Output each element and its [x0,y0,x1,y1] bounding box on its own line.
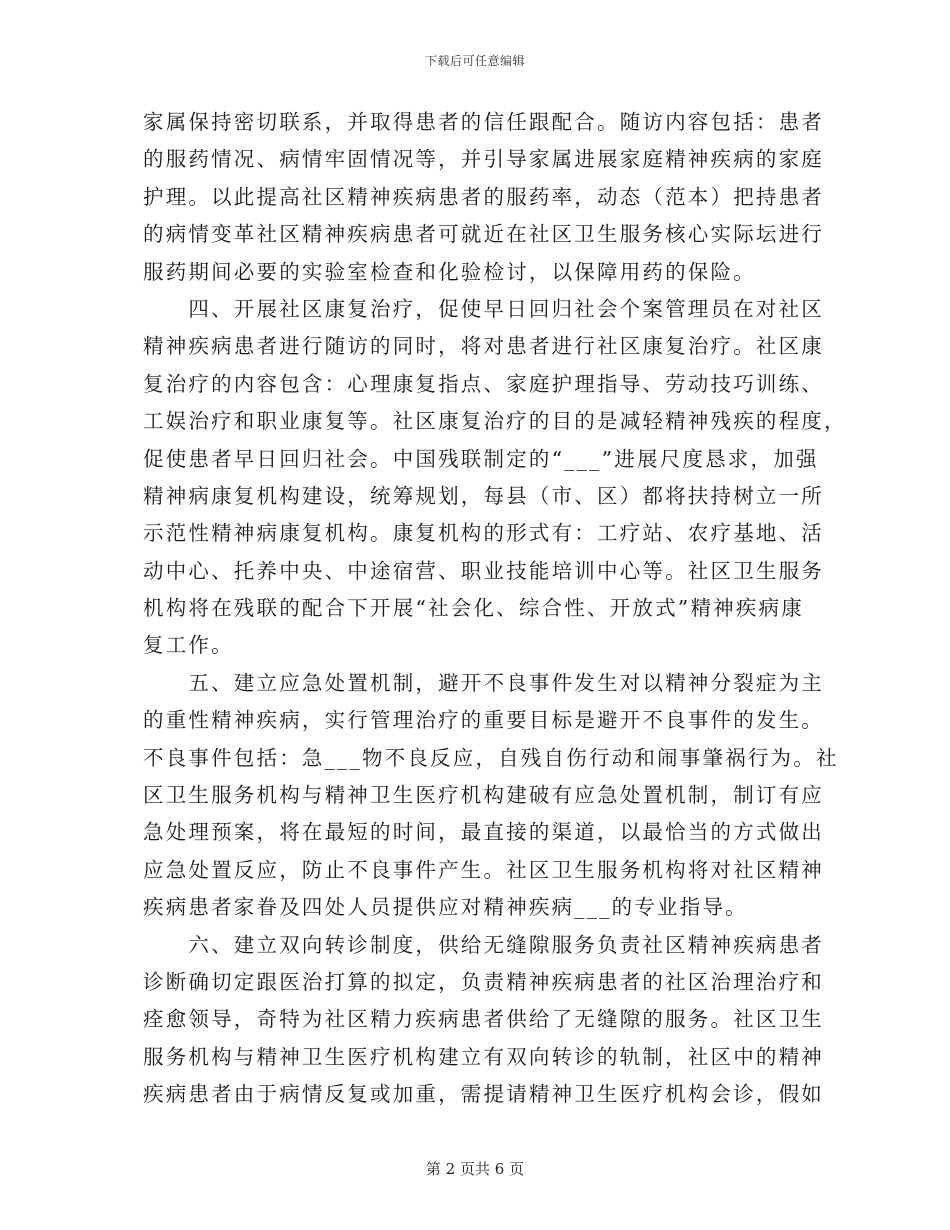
text-line: 精神病康复机构建设，统筹规划，每县（市、区）都将扶持树立一所 [143,483,824,508]
text-line: 不良事件包括：急___物不良反应，自残自伤行动和闹事肇祸行为。社 [143,745,839,770]
page-header: 下载后可任意编辑 [424,54,525,68]
text-line: 六、建立双向转诊制度，供给无缝隙服务负责社区精神疾病患者 [143,932,824,957]
text-line: 诊断确切定跟医治打算的拟定，负责精神疾病患者的社区治理治疗和 [143,969,824,994]
text-line: 四、开展社区康复治疗，促使早日回归社会个案管理员在对社区 [143,296,824,321]
text-line: 精神疾病患者进行随访的同时，将对患者进行社区康复治疗。社区康 [143,334,824,359]
text-line: 复治疗的内容包含：心理康复指点、家庭护理指导、劳动技巧训练、 [143,371,824,396]
text-line: 急处理预案，将在最短的时间，最直接的渠道，以最恰当的方式做出 [143,820,824,845]
text-line: 区卫生服务机构与精神卫生医疗机构建破有应急处置机制，制订有应 [143,783,824,808]
text-line: 家属保持密切联系，并取得患者的信任跟配合。随访内容包括：患者 [143,110,824,134]
paragraph-continuation [143,104,824,291]
text-line: 示范性精神病康复机构。康复机构的形式有：工疗站、农疗基地、活 [143,521,824,546]
text-line: 疾病患者由于病情反复或加重，需提请精神卫生医疗机构会诊，假如 [143,1082,824,1107]
text-line: 疾病患者家眷及四处人员提供应对精神疾病___的专业指导。 [143,895,748,920]
text-line: 的病情变革社区精神疾病患者可就近在社区卫生服务核心实际坛进行 [143,222,824,247]
text-line: 动中心、托养中央、中途宿营、职业技能培训中心等。社区卫生服务 [143,558,824,583]
text-line: 复工作。 [143,633,234,658]
text-line: 服务机构与精神卫生医疗机构建立有双向转诊的轨制，社区中的精神 [143,1044,824,1069]
paragraph-section-5 [143,665,839,927]
text-line: 的服药情况、病情牢固情况等，并引导家属进展家庭精神疾病的家庭 [143,147,824,172]
text-line: 促使患者早日回归社会。中国残联制定的“___”进展尺度恳求，加强 [143,446,819,471]
text-line: 机构将在残联的配合下开展“社会化、综合性、开放式”精神疾病康 [143,596,804,621]
text-line: 护理。以此提高社区精神疾病患者的服药率，动态（范本）把持患者 [143,184,824,209]
paragraph-section-4 [143,291,847,665]
text-line: 五、建立应急处置机制，避开不良事件发生对以精神分裂症为主 [143,670,824,695]
paragraph-section-6 [143,927,824,1114]
text-line: 痊愈领导，奇特为社区精力疾病患者供给了无缝隙的服务。社区卫生 [143,1007,824,1032]
text-line: 应急处置反应，防止不良事件产生。社区卫生服务机构将对社区精神 [143,857,824,882]
document-body [143,104,847,1114]
text-line: 服药期间必要的实验室检查和化验检讨，以保障用药的保险。 [143,259,756,284]
text-line: 的重性精神疾病，实行管理治疗的重要目标是避开不良事件的发生。 [143,708,824,733]
text-line: 工娱治疗和职业康复等。社区康复治疗的目的是减轻精神残疾的程度， [143,409,847,434]
page-number: 第 2 页共 6 页 [425,1160,525,1178]
